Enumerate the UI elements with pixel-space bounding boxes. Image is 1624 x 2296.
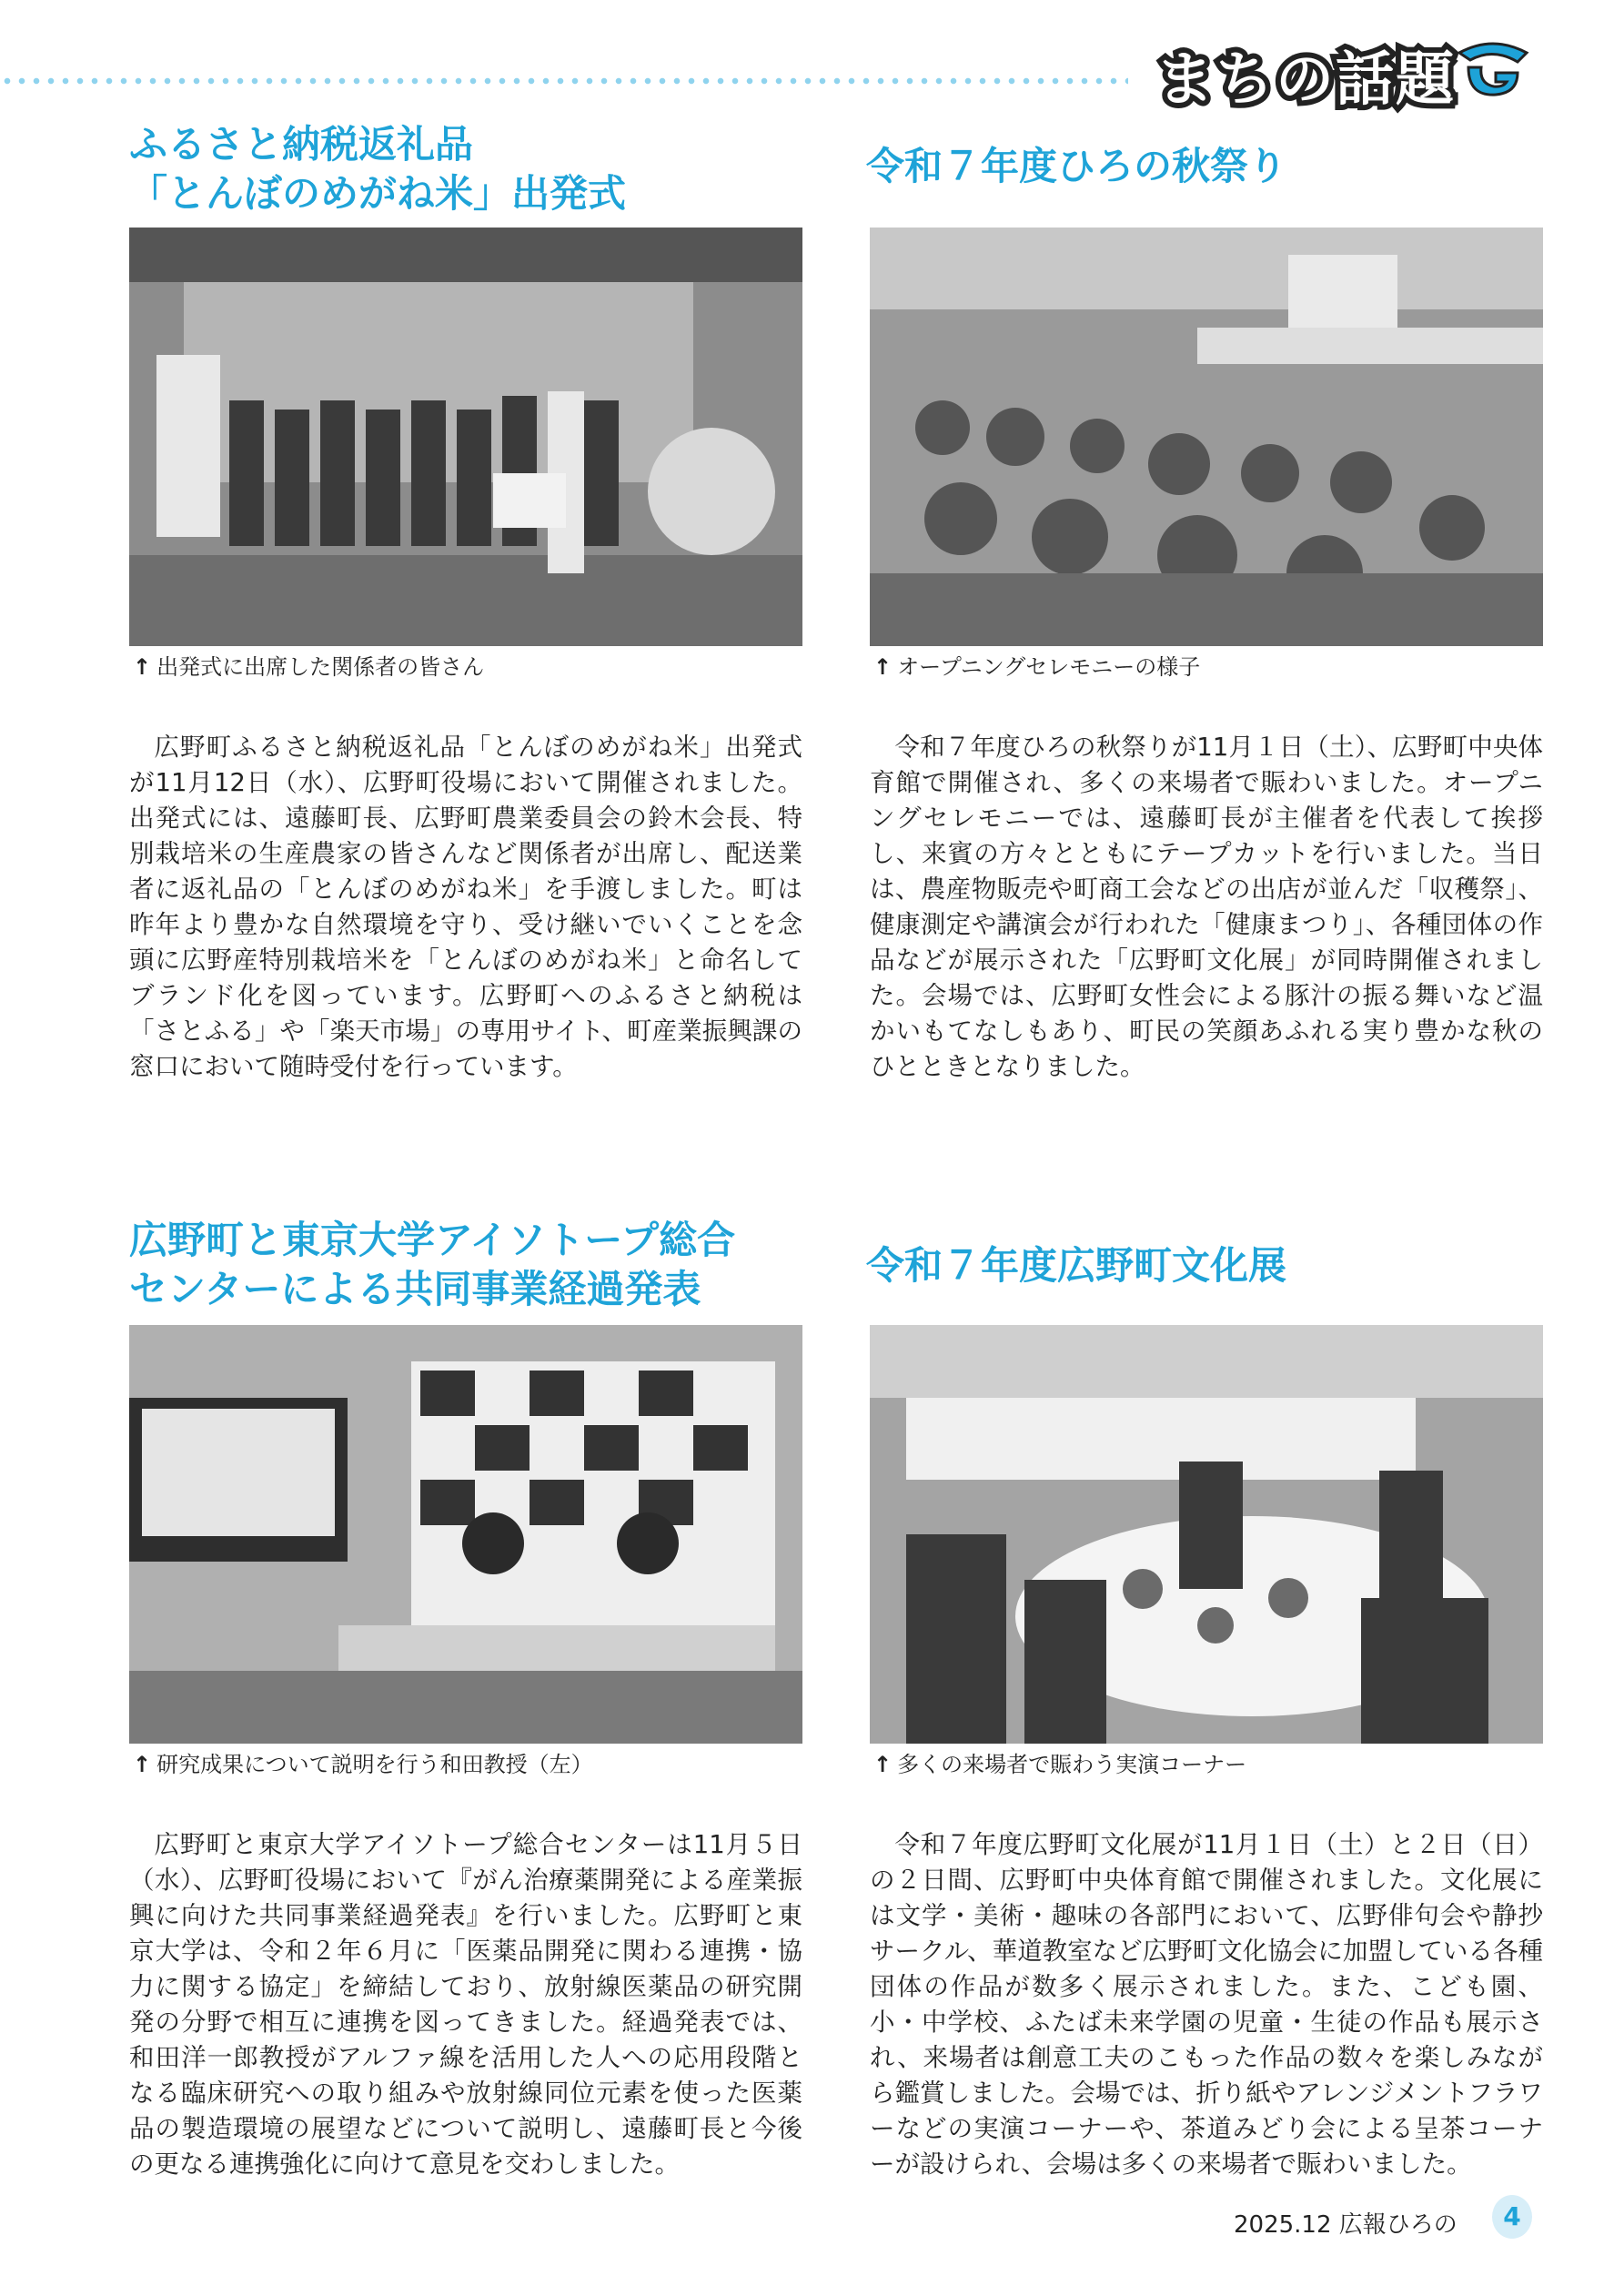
article-body: 令和７年度ひろの秋祭りが11月１日（土）、広野町中央体育館で開催され、多くの来場者で賑わいました。オープニングセレモニーでは、遠藤町長が主催者を代表して挨拶し、来賓の方々とともにテープカットを行いました。当日は、農産物販売や町商工会などの出店が並んだ「収穫祭」、健康測定や講演会が行われた「健康まつり」、各種団体の作品などが展示された「広野町文化展」が同時開催されました。会場では、広野町女性会による豚汁の振る舞いなど温かいもてなしもあり、町民の笑顔あふれる実り豊かな秋のひとときとなりました。: [870, 733, 1543, 1081]
ceremony-group-photo: [129, 228, 802, 646]
article-furusato-tax: [129, 120, 821, 218]
section-title: まちの話題: [1155, 46, 1456, 114]
article-title: ふるさと納税返礼品 「とんぼのめがね米」出発式: [129, 122, 627, 216]
article-body: 広野町ふるさと納税返礼品「とんぼのめがね米」出発式が11月12日（水）、広野町役場において開催されました。出発式には、遠藤町長、広野町農業委員会の鈴木会長、特別栽培米の生産農家の皆さんなど関係者が出席し、配送業者に返礼品の「とんぼのめがね米」を手渡しました。町は昨年より豊かな自然環境を守り、受け継いでいくことを念頭に広野産特別栽培米を「とんぼのめがね米」と命名してブランド化を図っています。広野町へのふるさと納税は「さとふる」や「楽天市場」の専用サイト、町産業振興課の窓口において随時受付を行っています。: [129, 733, 802, 1081]
up-arrow-icon: ↑: [133, 1752, 152, 1777]
up-arrow-icon: ↑: [133, 654, 152, 680]
photo-caption: ↑ 出発式に出席した関係者の皆さん: [133, 654, 485, 680]
article-body: 広野町と東京大学アイソトープ総合センターは11月５日（水）、広野町役場において『がん治療薬開発による産業振興に向けた共同事業経過発表』を行いました。広野町と東京大学は、令和２年６月に「医薬品開発に関わる連携・協力に関する協定」を締結しており、放射線医薬品の研究開発の分野で相互に連携を図ってきました。経過発表では、和田洋一郎教授がアルファ線を活用した人への応用段階となる臨床研究への取り組みや放射線同位元素を使った医薬品の製造環境の展望などについて説明し、遠藤町長と今後の更なる連携強化に向けて意見を交わしました。: [129, 1830, 802, 2179]
article-autumn-festival: [866, 142, 1558, 191]
article-title: 令和７年度ひろの秋祭り: [866, 144, 1287, 188]
dotted-rule: [0, 76, 1128, 86]
page-number: 4: [1492, 2195, 1532, 2239]
up-arrow-icon: ↑: [873, 1752, 893, 1777]
up-arrow-icon: ↑: [873, 654, 893, 680]
culture-exhibition-photo: [870, 1325, 1543, 1744]
photo-caption: ↑ 研究成果について説明を行う和田教授（左）: [133, 1752, 593, 1777]
press-conference-photo: [129, 1325, 802, 1744]
autumn-festival-photo: [870, 228, 1543, 646]
article-utokyo-joint-project: [129, 1216, 821, 1314]
article-body: 令和７年度広野町文化展が11月１日（土）と２日（日）の２日間、広野町中央体育館で開催されました。文化展には文学・美術・趣味の各部門において、広野俳句会や静抄サークル、華道教室など広野町文化協会に加盟している各種団体の作品が数多く展示されました。また、こども園、小・中学校、ふたば未来学園の児童・生徒の作品も展示され、来場者は創意工夫のこもった作品の数々を楽しみながら鑑賞しました。会場では、折り紙やアレンジメントフラワーなどの実演コーナーや、茶道みどり会による呈茶コーナーが設けられ、会場は多くの来場者で賑わいました。: [870, 1830, 1543, 2179]
article-title: 広野町と東京大学アイソトープ総合 センターによる共同事業経過発表: [129, 1218, 736, 1311]
hirono-town-logo-icon: [1452, 36, 1534, 100]
photo-caption: ↑ オープニングセレモニーの様子: [873, 654, 1201, 680]
photo-caption: ↑ 多くの来場者で賑わう実演コーナー: [873, 1752, 1247, 1777]
article-culture-exhibition: [866, 1241, 1558, 1290]
issue-label: 2025.12 広報ひろの: [1234, 2211, 1458, 2239]
article-title: 令和７年度広野町文化展: [866, 1243, 1287, 1288]
